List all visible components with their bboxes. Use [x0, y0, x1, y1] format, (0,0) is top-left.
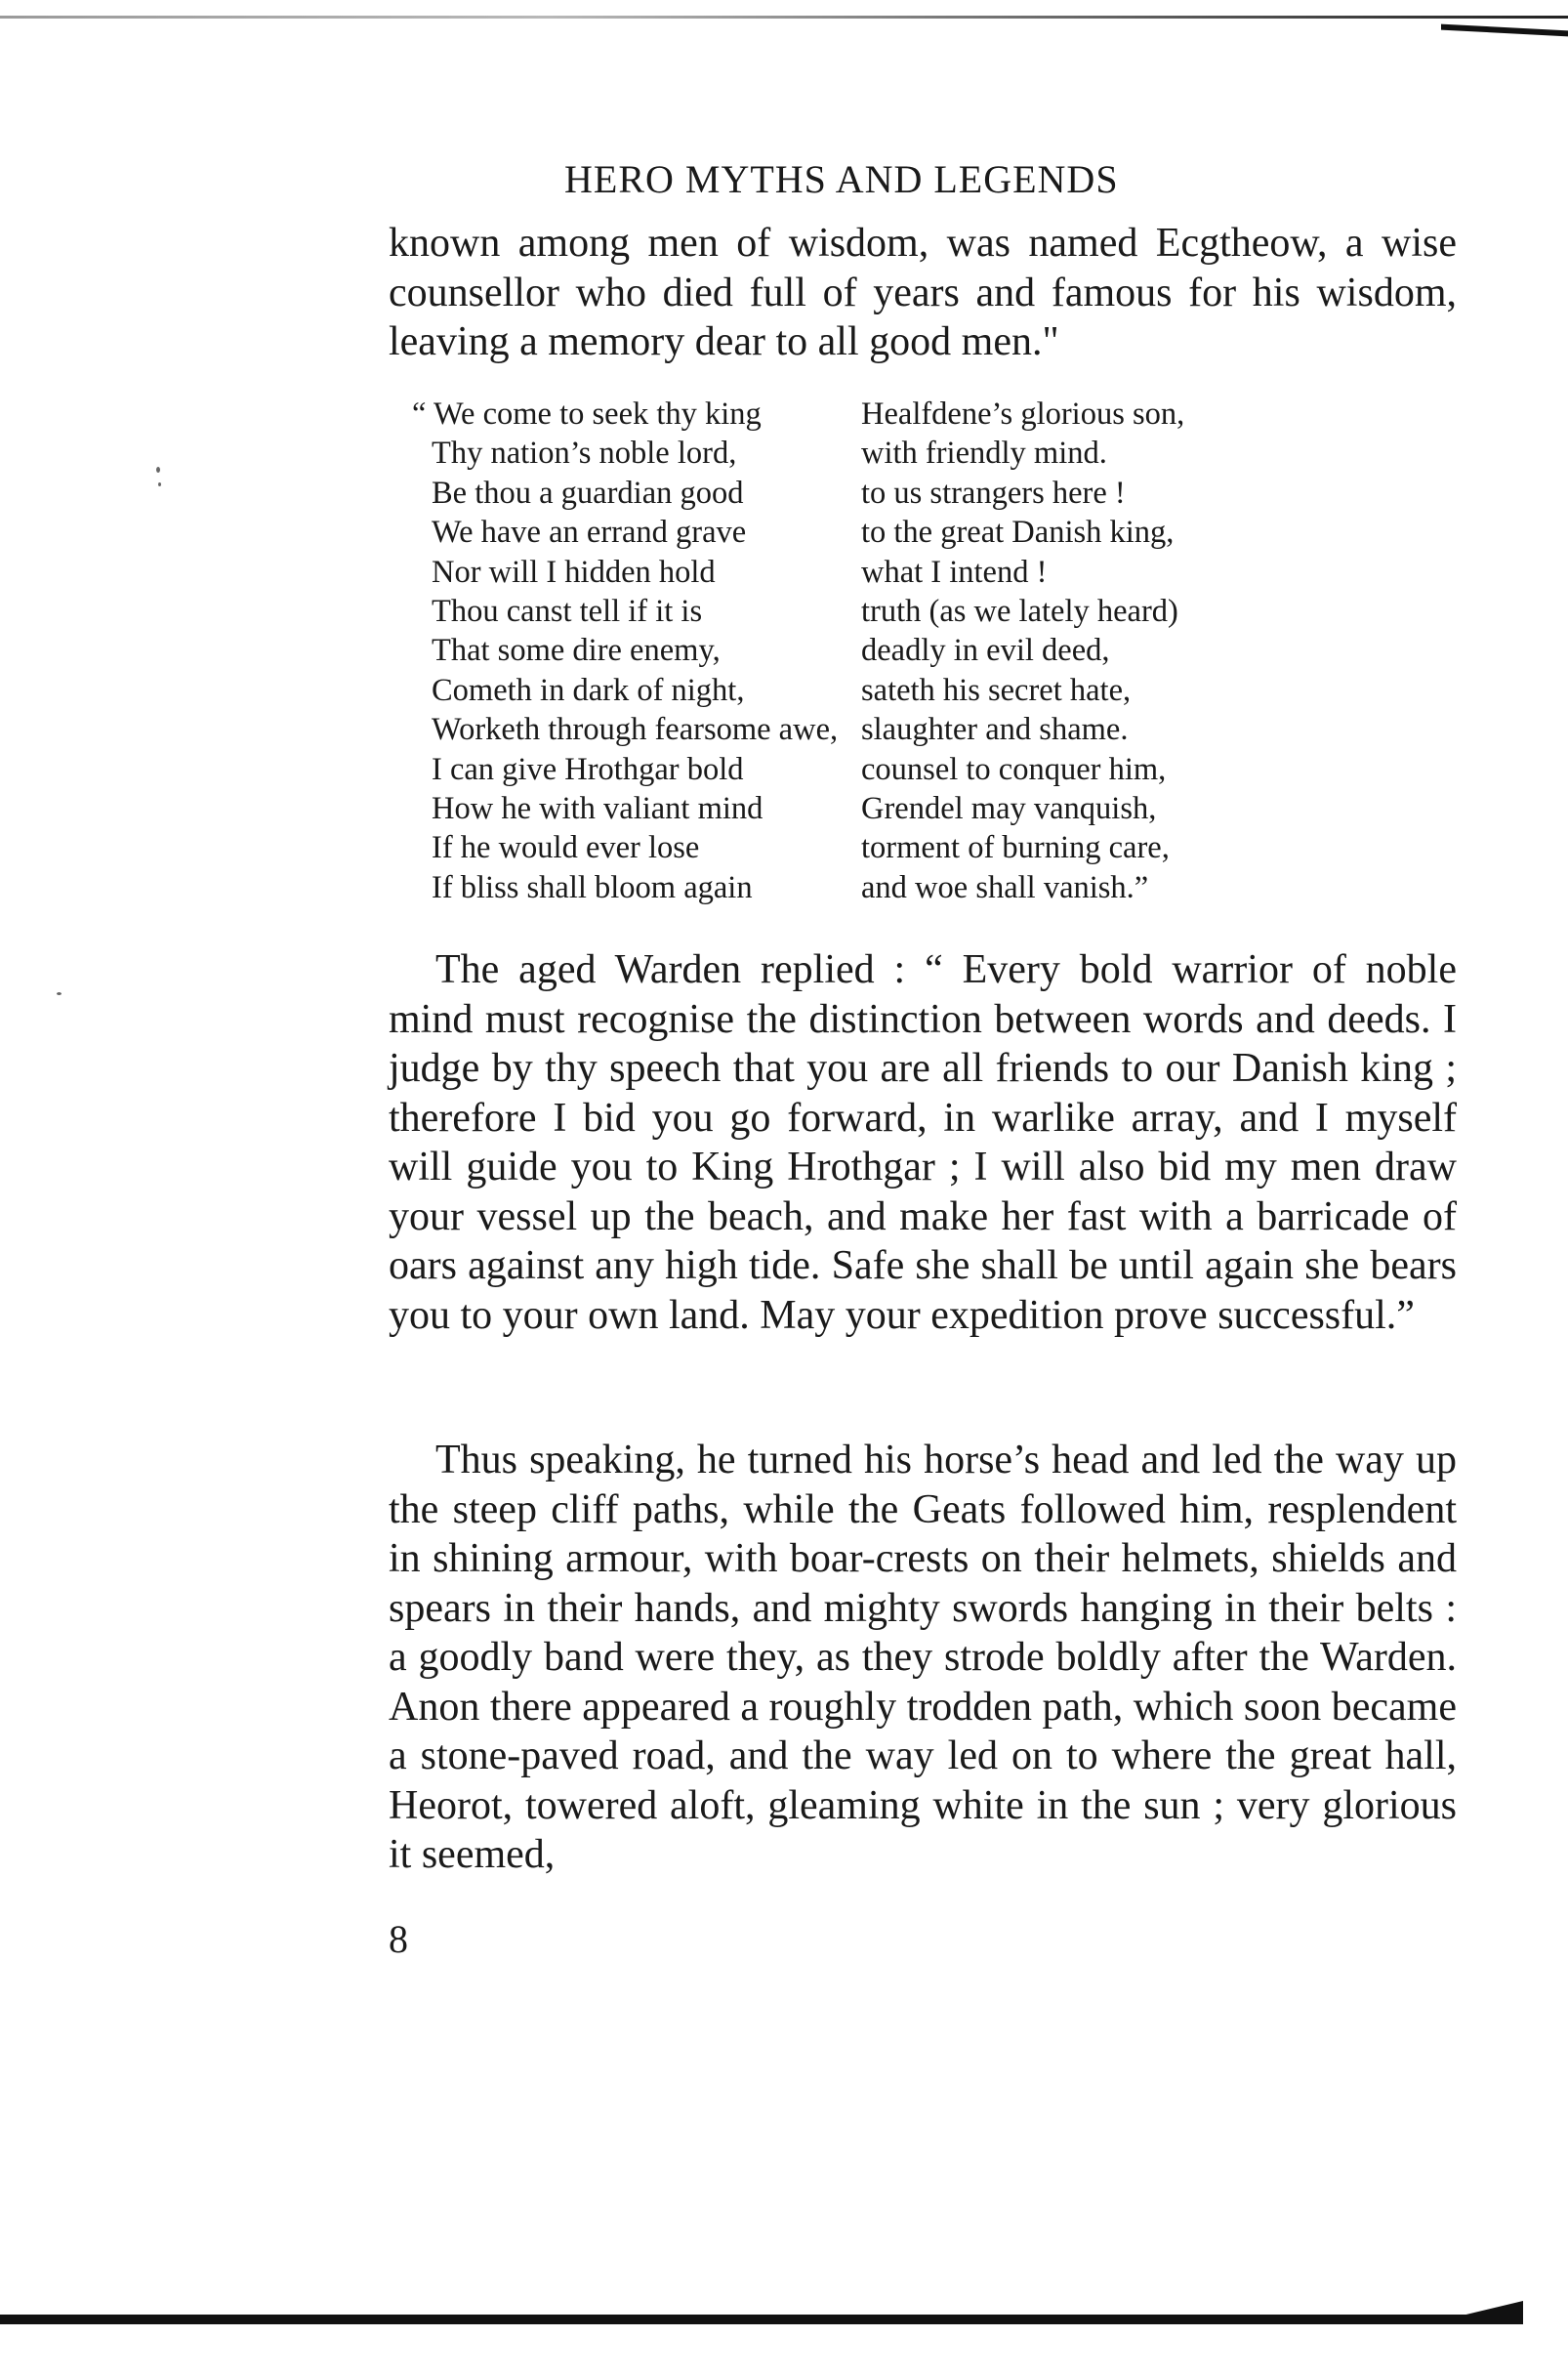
paragraph-warden-reply: The aged Warden replied : “ Every bold warrior of noble mind must recognise the distinction between words and deeds. I judge by thy speech that you are all friends to our Danish king ; therefore I bid you go forward, in warlike array, and I myself will guide you to King Hrothgar ; I will also bid my men draw your vessel up the beach, and make her fast with a barricade of oars against any high tide. Safe she shall be until again she bears you to your own land. May your expedition prove successful.” — [389, 947, 1457, 1338]
verse-first-half: “ We come to seek thy king — [412, 396, 762, 432]
verse-second-half: truth (as we lately heard) — [861, 594, 1178, 630]
paragraph-thus-speaking: Thus speaking, he turned his horse’s head and led the way up the steep cliff paths, while the Geats followed him, resplendent in shining armour, with boar-crests on their helmets, shields and spears in their hands, and mighty swords hanging in their belts : a goodly band were they, as they strode boldly after the Warden. Anon there appeared a roughly trodden path, which soon became a stone-paved road, and the way led on to where the great hall, Heorot, towered aloft, gleaming white in the sun ; very glorious it seemed, — [389, 1438, 1457, 1877]
verse-second-half: Healfdene’s glorious son, — [861, 396, 1185, 432]
verse-first-half: Cometh in dark of night, — [432, 672, 745, 708]
verse-first-half: How he with valiant mind — [432, 791, 763, 827]
verse-second-half: to us strangers here ! — [861, 475, 1126, 511]
verse-second-half: counsel to conquer him, — [861, 751, 1167, 787]
verse-first-half: Thou canst tell if it is — [432, 594, 703, 630]
verse-line — [432, 868, 1184, 907]
verse-second-half: deadly in evil deed, — [861, 633, 1110, 669]
verse-second-half: and woe shall vanish.” — [861, 869, 1149, 905]
paragraph-continued: known among men of wisdom, was named Ecgtheow, a wise counsellor who died full of years and famous for his wisdom, leaving a memory dear to all good men." — [389, 221, 1457, 364]
verse-line — [432, 553, 1184, 592]
scan-edge-top — [0, 16, 1568, 19]
verse-line — [432, 513, 1184, 552]
verse-line — [432, 474, 1184, 513]
verse-block — [412, 395, 1185, 907]
scan-edge-top-tail — [1441, 24, 1568, 37]
verse-second-half: to the great Danish king, — [861, 515, 1175, 551]
verse-line — [432, 828, 1184, 867]
verse-second-half: Grendel may vanquish, — [861, 791, 1157, 827]
verse-line — [412, 395, 1185, 434]
verse-line — [432, 434, 1184, 473]
verse-line — [432, 710, 1184, 749]
verse-second-half: with friendly mind. — [861, 436, 1107, 472]
verse-first-half: If he would ever lose — [432, 830, 700, 866]
verse-first-half: Worketh through fearsome awe, — [432, 712, 839, 748]
verse-line — [432, 789, 1184, 828]
page-number: 8 — [389, 1917, 408, 1961]
scan-speck — [156, 467, 160, 473]
verse-line — [432, 631, 1184, 670]
verse-first-half: If bliss shall bloom again — [432, 869, 753, 905]
verse-line — [432, 671, 1184, 710]
verse-second-half: sateth his secret hate, — [861, 672, 1132, 708]
scan-speck — [57, 992, 62, 995]
running-head: HERO MYTHS AND LEGENDS — [564, 157, 1119, 201]
scan-edge-bottom-tail — [1465, 2301, 1523, 2324]
verse-second-half: slaughter and shame. — [861, 712, 1129, 748]
verse-line — [432, 750, 1184, 789]
verse-first-half: That some dire enemy, — [432, 633, 721, 669]
verse-second-half: torment of burning care, — [861, 830, 1170, 866]
verse-first-half: Thy nation’s noble lord, — [432, 436, 737, 472]
verse-first-half: Nor will I hidden hold — [432, 554, 716, 590]
verse-line — [432, 592, 1184, 631]
scan-speck — [158, 482, 161, 486]
verse-first-half: We have an errand grave — [432, 515, 747, 551]
verse-first-half: Be thou a guardian good — [432, 475, 744, 511]
verse-first-half: I can give Hrothgar bold — [432, 751, 744, 787]
verse-second-half: what I intend ! — [861, 554, 1048, 590]
scan-edge-bottom — [0, 2315, 1523, 2324]
